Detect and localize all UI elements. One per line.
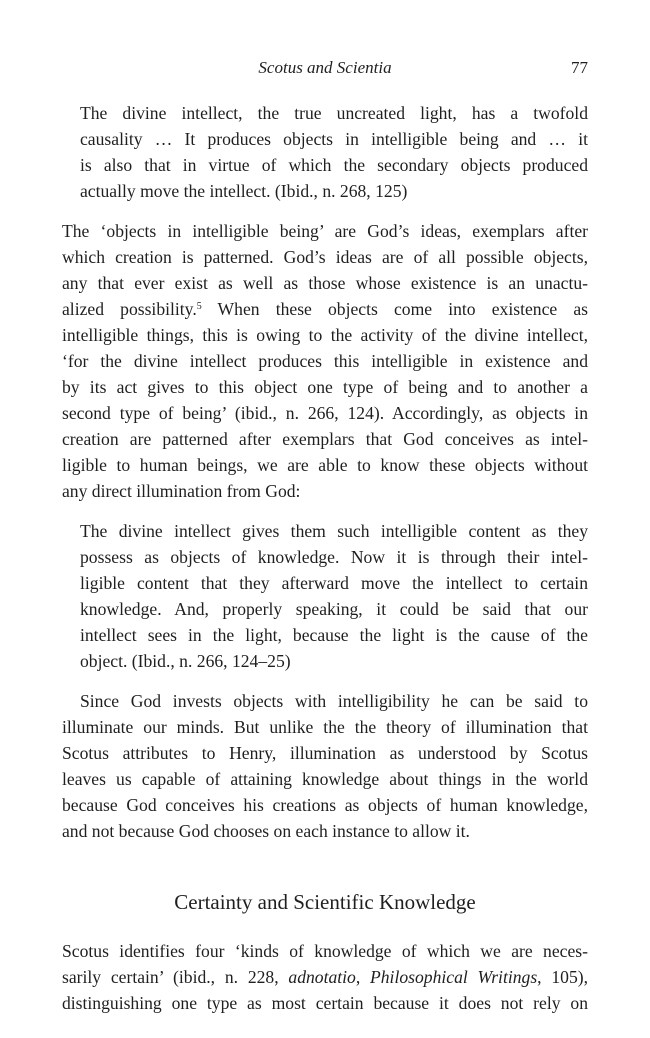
quote-line: is also that in virtue of which the secondary objects produced <box>80 155 588 175</box>
quote-line: The divine intellect, the true uncreated light, has a twofold <box>80 103 588 123</box>
quote-line: ligible content that they afterward move the intellect to certain <box>80 573 588 593</box>
section-heading: Certainty and Scientific Knowledge <box>174 890 476 914</box>
paragraph-2 <box>62 688 588 844</box>
quote-line: causality … It produces objects in intelligible being and … it <box>80 129 588 149</box>
citation-italic: adnotatio <box>288 967 356 987</box>
paragraph-line: The ‘objects in intelligible being’ are God’s ideas, exemplars after <box>62 221 588 241</box>
paragraph-line: second type of being’ (ibid., n. 266, 124). Accordingly, as objects in <box>62 403 588 423</box>
paragraph-1 <box>62 218 588 504</box>
paragraph-line: any direct illumination from God: <box>62 481 301 501</box>
quote-line: knowledge. And, properly speaking, it could be said that our <box>80 599 588 619</box>
block-quote-1 <box>62 100 588 204</box>
quote-line: The divine intellect gives them such intelligible content as they <box>80 521 588 541</box>
paragraph-line: intelligible things, this is owing to the activity of the divine intellect, <box>62 325 588 345</box>
paragraph-line: and not because God chooses on each instance to allow it. <box>62 821 470 841</box>
paragraph-line: Scotus identifies four ‘kinds of knowledge of which we are neces- <box>62 941 588 961</box>
paragraph-line-with-footnote <box>62 296 588 322</box>
line-text: When these objects come into existence as <box>201 299 588 319</box>
quote-line: actually move the intellect. (Ibid., n. 268, 125) <box>80 181 408 201</box>
paragraph-line: which creation is patterned. God’s ideas are of all possible objects, <box>62 247 588 267</box>
quote-line: object. (Ibid., n. 266, 124–25) <box>80 651 291 671</box>
paragraph-line: by its act gives to this object one type of being and to another a <box>62 377 588 397</box>
paragraph-line: creation are patterned after exemplars that God conceives as intel- <box>62 429 588 449</box>
paragraph-line: Scotus attributes to Henry, illumination as understood by Scotus <box>62 743 588 763</box>
line-text: alized possibility. <box>62 299 197 319</box>
paragraph-line: distinguishing one type as most certain because it does not rely on <box>62 993 588 1013</box>
paragraph-3 <box>62 938 588 1016</box>
line-text: sarily certain’ (ibid., n. 228, <box>62 967 289 987</box>
paragraph-line: ligible to human beings, we are able to know these objects without <box>62 455 588 475</box>
line-text: , <box>355 967 371 987</box>
paragraph-line-with-citation <box>62 964 588 990</box>
paragraph-line: illuminate our minds. But unlike the the theory of illumination that <box>62 717 588 737</box>
page-number: 77 <box>571 58 588 77</box>
footnote-marker[interactable]: 5 <box>196 301 202 312</box>
citation-book-title: Philosophical Writings <box>370 967 538 987</box>
paragraph-line: Since God invests objects with intelligibility he can be said to <box>80 691 588 711</box>
paragraph-line: ‘for the divine intellect produces this intelligible in existence and <box>62 351 588 371</box>
block-quote-2 <box>62 518 588 674</box>
paragraph-line: because God conceives his creations as objects of human knowledge, <box>62 795 588 815</box>
paragraph-line: leaves us capable of attaining knowledge about things in the world <box>62 769 588 789</box>
quote-line: possess as objects of knowledge. Now it is through their intel- <box>80 547 588 567</box>
body-text <box>62 100 588 1016</box>
line-text: , 105), <box>537 967 588 987</box>
paragraph-line: any that ever exist as well as those whose existence is an unactu- <box>62 273 588 293</box>
running-head <box>62 58 588 82</box>
running-title: Scotus and Scientia <box>258 58 392 77</box>
quote-line: intellect sees in the light, because the light is the cause of the <box>80 625 588 645</box>
